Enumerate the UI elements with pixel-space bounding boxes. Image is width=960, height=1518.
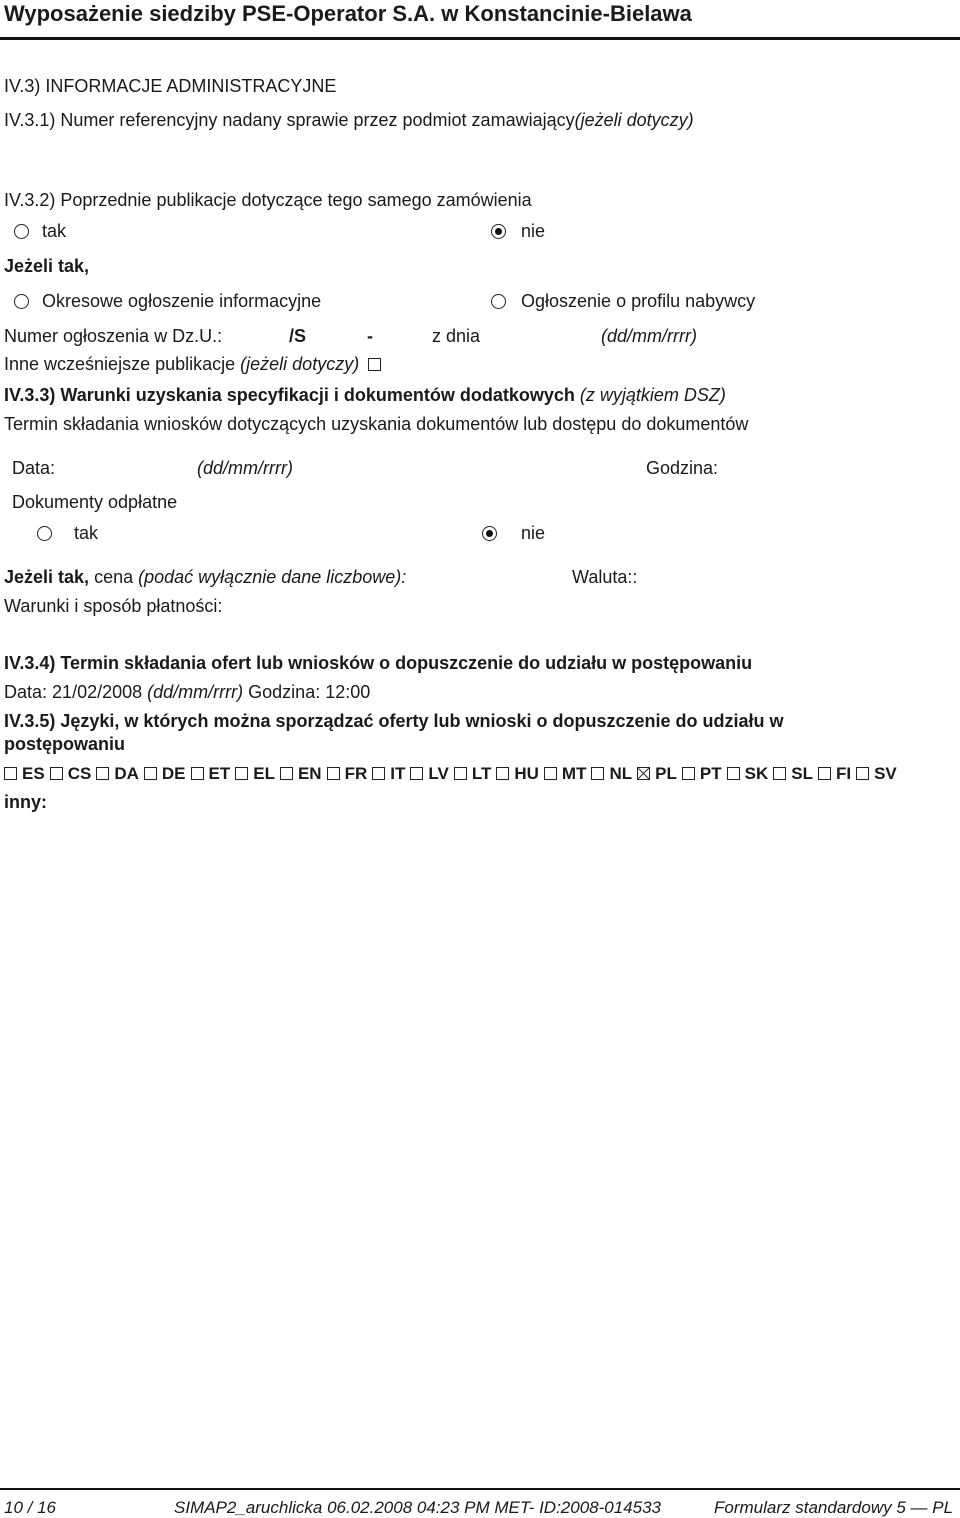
- paid-docs-no-label: nie: [521, 523, 546, 543]
- periodic-notice-radio[interactable]: [14, 294, 29, 309]
- language-option-sv[interactable]: [856, 765, 897, 782]
- language-code: LT: [471, 764, 492, 783]
- buyer-profile-option[interactable]: [491, 292, 755, 310]
- language-option-es[interactable]: [4, 765, 45, 782]
- paid-docs-yes-radio[interactable]: [37, 526, 52, 541]
- section-heading: IV.3) INFORMACJE ADMINISTRACYJNE: [4, 76, 337, 96]
- language-checkbox-de[interactable]: [144, 767, 157, 780]
- offer-date-label: Data:: [4, 682, 48, 702]
- language-option-en[interactable]: [280, 765, 322, 782]
- language-checkbox-el[interactable]: [235, 767, 248, 780]
- prior-pub-no-radio[interactable]: [491, 224, 506, 239]
- prior-pub-yes-radio[interactable]: [14, 224, 29, 239]
- language-checkbox-hu[interactable]: [496, 767, 509, 780]
- footer-page: 10 / 16: [4, 1498, 56, 1517]
- offer-deadline-row: [4, 683, 370, 701]
- language-checkbox-pt[interactable]: [682, 767, 695, 780]
- language-option-it[interactable]: [372, 765, 405, 782]
- language-code: PL: [655, 764, 677, 783]
- ref-number-label: [4, 111, 694, 129]
- buyer-profile-radio[interactable]: [491, 294, 506, 309]
- oj-number-label: Numer ogłoszenia w Dz.U.:: [4, 326, 223, 346]
- ref-number-text: IV.3.1) Numer referencyjny nadany sprawie przez podmiot zamawiający: [4, 110, 575, 130]
- language-code: SV: [874, 764, 897, 783]
- periodic-notice-option[interactable]: [14, 292, 321, 310]
- prior-pub-if-yes-text: Jeżeli tak,: [4, 256, 90, 276]
- language-option-et[interactable]: [191, 765, 231, 782]
- header-rule: [0, 37, 960, 40]
- other-pubs-checkbox[interactable]: [368, 358, 381, 371]
- language-checkbox-it[interactable]: [372, 767, 385, 780]
- page-header-title: Wyposażenie siedziby PSE-Operator S.A. w Konstancinie-Bielawa: [4, 1, 692, 26]
- buyer-profile-label: Ogłoszenie o profilu nabywcy: [521, 291, 756, 311]
- prior-pub-label: IV.3.2) Poprzednie publikacje dotyczące tego samego zamówienia: [4, 190, 532, 210]
- language-checkbox-pl[interactable]: [637, 767, 650, 780]
- spec-conditions-label: IV.3.3) Warunki uzyskania specyfikacji i dokumentów dodatkowych: [4, 385, 575, 405]
- language-code: CS: [67, 764, 92, 783]
- other-pubs-note: (jeżeli dotyczy): [240, 354, 360, 374]
- language-code: HU: [514, 764, 539, 783]
- language-checkbox-lv[interactable]: [410, 767, 423, 780]
- language-code: NL: [609, 764, 633, 783]
- language-option-hu[interactable]: [496, 765, 539, 782]
- paid-docs-no-radio[interactable]: [482, 526, 497, 541]
- language-checkbox-et[interactable]: [191, 767, 204, 780]
- language-option-lv[interactable]: [410, 765, 448, 782]
- paid-docs-yes-label: tak: [74, 523, 99, 543]
- oj-from-date-label: z dnia: [432, 326, 481, 346]
- language-option-mt[interactable]: [544, 765, 587, 782]
- offer-date-value: 21/02/2008: [52, 682, 143, 702]
- footer-form: Formularz standardowy 5 — PL: [714, 1498, 954, 1517]
- language-code: FI: [835, 764, 852, 783]
- offer-deadline-label: IV.3.4) Termin składania ofert lub wniosków o dopuszczenie do udziału w postępowaniu: [4, 653, 753, 673]
- spec-time-label: Godzina:: [646, 458, 719, 478]
- language-option-de[interactable]: [144, 765, 186, 782]
- language-code: EN: [297, 764, 322, 783]
- oj-s-label: /S: [289, 326, 307, 346]
- spec-date-format: (dd/mm/rrrr): [197, 458, 293, 478]
- language-option-lt[interactable]: [454, 765, 492, 782]
- language-checkbox-fr[interactable]: [327, 767, 340, 780]
- other-pubs-label: Inne wcześniejsze publikacje: [4, 354, 236, 374]
- price-row: [4, 568, 406, 586]
- footer-rule: [0, 1488, 960, 1490]
- oj-date-format: (dd/mm/rrrr): [601, 326, 697, 346]
- languages-list: [4, 765, 902, 782]
- other-pubs-row: [4, 355, 381, 373]
- spec-conditions-note: (z wyjątkiem DSZ): [579, 385, 726, 405]
- price-note: (podać wyłącznie dane liczbowe):: [138, 567, 407, 587]
- language-code: DA: [114, 764, 139, 783]
- language-option-nl[interactable]: [591, 765, 632, 782]
- paid-docs-no-option[interactable]: [482, 524, 545, 542]
- spec-deadline-text: Termin składania wniosków dotyczących uzyskania dokumentów lub dostępu do dokumentów: [4, 414, 749, 434]
- offer-date-format: (dd/mm/rrrr): [147, 682, 244, 702]
- paid-docs-label: Dokumenty odpłatne: [12, 492, 178, 512]
- language-option-sl[interactable]: [773, 765, 813, 782]
- language-code: ES: [22, 764, 45, 783]
- language-checkbox-lt[interactable]: [454, 767, 467, 780]
- language-code: SL: [791, 764, 813, 783]
- language-checkbox-es[interactable]: [4, 767, 17, 780]
- language-option-da[interactable]: [96, 765, 139, 782]
- language-code: EL: [253, 764, 275, 783]
- language-option-cs[interactable]: [50, 765, 92, 782]
- language-checkbox-fi[interactable]: [818, 767, 831, 780]
- offer-time-label: Godzina:: [248, 682, 321, 702]
- language-code: FR: [344, 764, 368, 783]
- languages-label-line1: IV.3.5) Języki, w których można sporządzać oferty lub wnioski o dopuszczenie do udziału w: [4, 711, 784, 731]
- languages-other-label: inny:: [4, 792, 47, 812]
- language-code: ET: [208, 764, 231, 783]
- offer-time-value: 12:00: [325, 682, 371, 702]
- language-checkbox-cs[interactable]: [50, 767, 63, 780]
- spec-conditions-row: [4, 386, 726, 404]
- language-code: SK: [744, 764, 769, 783]
- price-label: cena: [94, 567, 134, 587]
- spec-date-label: Data:: [12, 458, 56, 478]
- prior-pub-if-yes: [4, 257, 89, 275]
- language-checkbox-sl[interactable]: [773, 767, 786, 780]
- ref-number-note: (jeżeli dotyczy): [574, 110, 694, 130]
- language-option-pt[interactable]: [682, 765, 722, 782]
- prior-pub-yes-label: tak: [42, 221, 67, 241]
- language-code: MT: [561, 764, 587, 783]
- payment-label: Warunki i sposób płatności:: [4, 596, 223, 616]
- language-option-fi[interactable]: [818, 765, 851, 782]
- price-if-yes: Jeżeli tak,: [4, 567, 90, 587]
- language-code: IT: [390, 764, 406, 783]
- language-checkbox-da[interactable]: [96, 767, 109, 780]
- language-option-sk[interactable]: [727, 765, 769, 782]
- language-checkbox-mt[interactable]: [544, 767, 557, 780]
- periodic-notice-label: Okresowe ogłoszenie informacyjne: [42, 291, 322, 311]
- language-option-el[interactable]: [235, 765, 275, 782]
- language-option-pl[interactable]: [637, 765, 677, 782]
- language-code: LV: [428, 764, 449, 783]
- language-checkbox-sk[interactable]: [727, 767, 740, 780]
- language-checkbox-en[interactable]: [280, 767, 293, 780]
- language-option-fr[interactable]: [327, 765, 368, 782]
- prior-pub-no-option[interactable]: [491, 222, 545, 240]
- language-code: PT: [699, 764, 722, 783]
- currency-label: Waluta::: [572, 567, 638, 587]
- oj-dash: -: [367, 326, 373, 346]
- language-checkbox-sv[interactable]: [856, 767, 869, 780]
- footer-doc-info: SIMAP2_aruchlicka 06.02.2008 04:23 PM MET- ID:2008-014533: [174, 1498, 661, 1517]
- languages-label-line2: postępowaniu: [4, 734, 125, 754]
- language-checkbox-nl[interactable]: [591, 767, 604, 780]
- prior-pub-no-label: nie: [521, 221, 546, 241]
- prior-pub-yes-option[interactable]: [14, 222, 66, 240]
- paid-docs-yes-option[interactable]: [37, 524, 98, 542]
- language-code: DE: [161, 764, 186, 783]
